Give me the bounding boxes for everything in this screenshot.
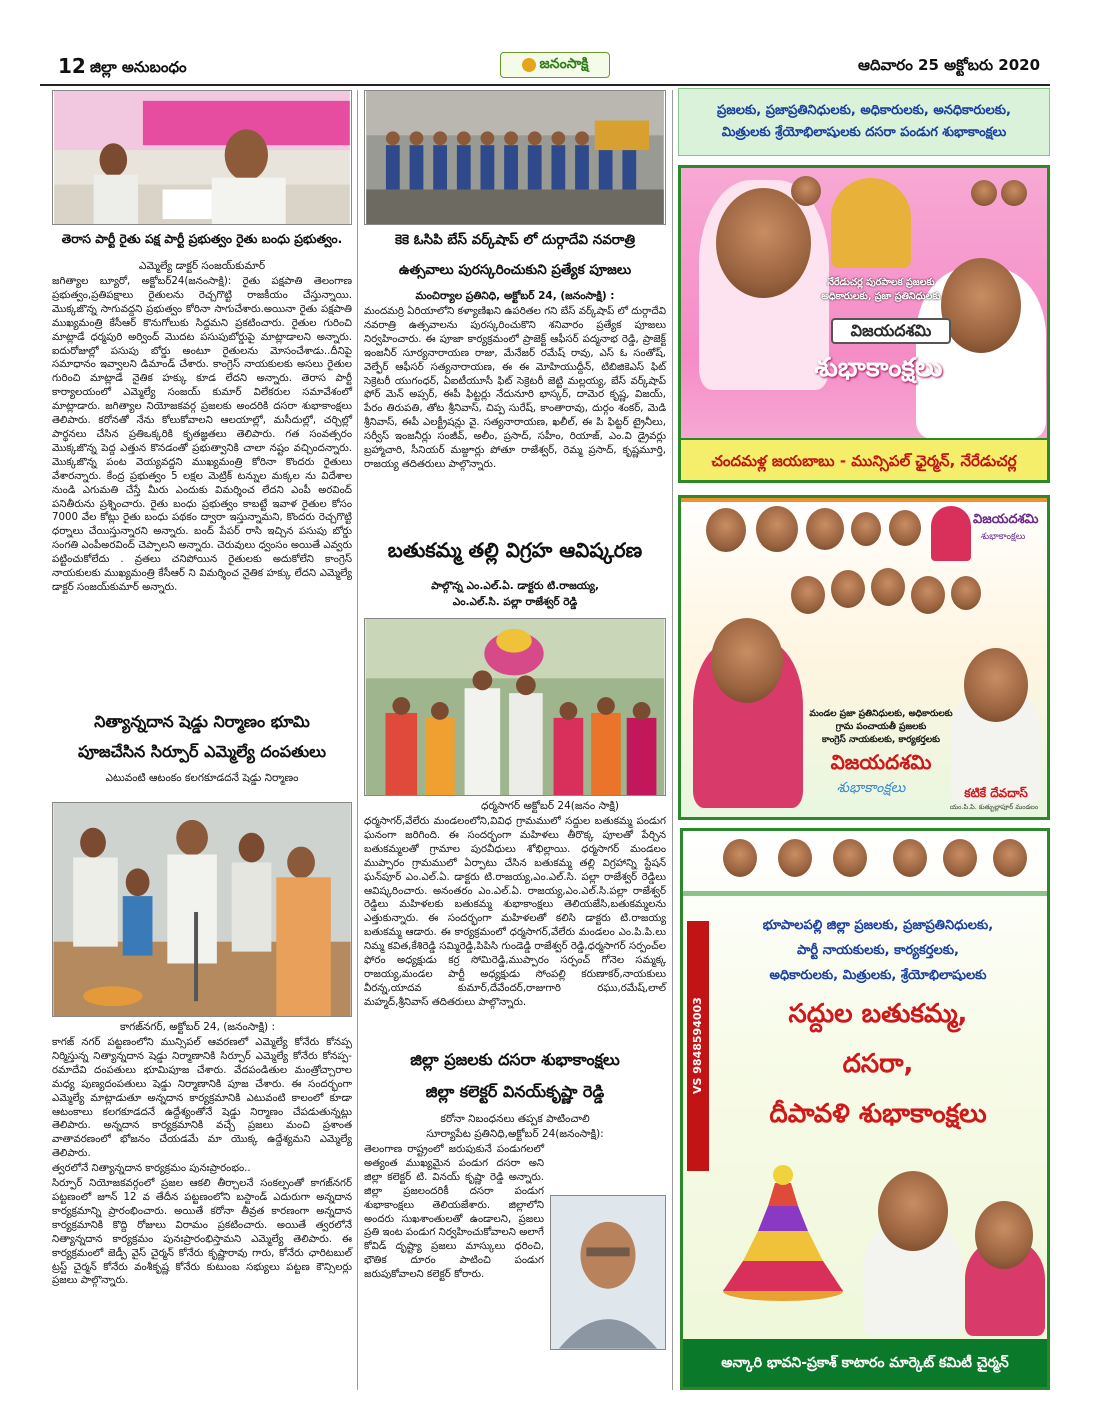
ad2-subtitle: శుభాకాంక్షలు	[836, 780, 906, 796]
photo-press-meet-image	[53, 91, 351, 224]
article1-headline: తెరాస పార్టీ రైతు పక్ష పార్టీ ప్రభుత్వం రైతు బంధు ప్రభుత్వం.	[61, 232, 343, 246]
article3-dateline: మంచిర్యాల ప్రతినిధి, అక్టోబర్ 24, (జనంసాక్షి) :	[415, 290, 615, 302]
ad1-address	[811, 276, 951, 304]
article1-subhead: ఎమ్మెల్యే డాక్టర్ సంజయ్‌కుమార్	[138, 260, 266, 272]
photo-durga-pooja	[364, 90, 666, 225]
ad3-big-2: దసరా,	[842, 1049, 914, 1079]
ad-vijayadashami-1	[678, 165, 1050, 483]
ad2-face-right	[964, 648, 1028, 722]
ad2-address-line-2: గ్రామ పంచాయతీ ప్రజలకు	[835, 722, 927, 732]
article2-headline-1: నిత్యాన్నదాన షెడ్డు నిర్మాణం భూమి	[94, 712, 310, 731]
photo-press-meet	[52, 90, 352, 225]
ad3-face-man	[878, 1171, 948, 1251]
article4-subhead-2: ఎం.ఎల్.సి. పల్లా రాజేశ్వర్ రెడ్డి	[452, 596, 578, 608]
ad2-face	[911, 576, 945, 614]
article4-dateline: ధర్మసాగర్ అక్టోబర్ 24(జనం సాక్షి)	[481, 800, 619, 812]
article5-paragraph: తెలంగాణ రాష్ట్రంలో జరుపుకునే పండుగలలో అత్యంత ముఖ్యమైన పండుగ దసరా అని జిల్లా కలెక్టర్ టి. వినయ్ కృష్ణా రెడ్డి అన్నారు. జిల్లా ప్రజలందరికీ దసరా పండుగ శుభాకాంక్షలు తెలియజేశారు. జిల్లాలోని అందరు సుఖశాంతులతో ఉండాలని, ప్రజలు ప్రతి ఇంట పండుగ నిర్వహించుకోవాలని అలాగే కోవిడ్ దృష్ట్యా ప్రజలు మాస్కులు ధరించి, భౌతిక దూరం పాటించి పండుగ జరుపుకోవాలని కలెక్టర్ కోరారు.	[364, 1144, 544, 1281]
ad3-side-code: VS 9848594003	[687, 921, 709, 1171]
ad3-big-1: సద్దుల బతుకమ్మ,	[788, 999, 968, 1029]
article3-headline-2: ఉత్సవాలు పురస్కరించుకుని ప్రత్యేక పూజలు	[398, 262, 632, 278]
greeting-line-2: మిత్రులకు శ్రేయోభిలాషులకు దసరా పండుగ శుభాకాంక్షలు	[721, 125, 1007, 140]
ad2-corner-sub: శుభాకాంక్షలు	[981, 532, 1026, 542]
ad2-face	[791, 576, 825, 614]
page-number: 12	[58, 54, 86, 78]
ad3-face	[723, 839, 757, 877]
article3-headline-1: కెకె ఓసిపి బేస్ వర్క్‌షాప్ లో దుర్గాదేవి నవరాత్రి	[394, 232, 636, 248]
article4-subhead-1: పాల్గొన్న ఎం.ఎల్.ఏ. డాక్టరు టి.రాజయ్య,	[431, 580, 599, 592]
article3-paragraph: మందమర్రి ఏరియాలోని కళ్యాణిఖని ఉపరితల గని బేస్ వర్క్‌షాప్ లో దుర్గాదేవి నవరాత్రి ఉత్సవాలను పురస్కరించుకొని శనివారం ప్రత్యేక పూజలు నిర్వహించారు. ఈ పూజా కార్యక్రమంలో ప్రాజెక్ట్ ఆఫీసర్ పద్మనాభ రెడ్డి, ప్రాజెక్ట్ ఇంజనీర్ సూర్యనారాయణ రాజు, మేనేజర్ రమేష్ రావు, ఎస్ ఓ సంతోష్, వెల్ఫేర్ ఆఫీసర్ సత్యనారాయణ, ఈ ఈ మోహియుద్దీన్, టిబిజికెఎస్ ఫిట్ సెక్రెటరీ యుగంధర్, ఏఐటీయూసీ ఫిట్ సెక్రెటరీ జెట్టి మల్లయ్య, బేస్ వర్క్‌షాప్ ఫోర్ మెన్ అప్సర్, ఈపీ ఫిట్టర్లు నేదునూరి భాస్కర్, దామెర కృష్ణ, విజయ్, పేరం తిరుపతి, తోట శ్రీనివాస్, చిప్ప సురేష్, కాంతారావు, దుర్గం శంకర్, మెడి శ్రీనివాస్, ఈపీ ఎలక్ట్రీషన్లు వై. సత్యనారాయణ, ఖలీల్, ఈ పి ఫిట్టర్ ట్రైనీలు, సర్వీస్ ఇంజనీర్లు సంజీవ్, అలీం, ప్రసాద్, సహీం, రియాజ్, ఎం.వి డ్రైవర్లు బ్రహ్మాచారి, సీనియర్ మజ్దూర్లు పోతూ రాజేశ్వర్, రెమ్మ ప్రసాద్, కృష్ణమూర్తి, రాజయ్య తదితరులు పాల్గొన్నారు.	[364, 306, 666, 470]
ad2-face	[831, 570, 865, 608]
article5-body	[364, 1143, 544, 1403]
masthead-text: జనంసాక్షి	[539, 55, 589, 72]
photo-durga-pooja-image	[365, 91, 665, 224]
ad3-big-3: దీపావళి శుభాకాంక్షలు	[769, 1099, 987, 1129]
ad2-face	[756, 506, 798, 552]
issue-date: ఆదివారం 25 అక్టోబరు 2020	[858, 56, 1040, 74]
ad2-name: కటికే దేవదాస్	[964, 786, 1028, 800]
ad2-top-stripe	[681, 498, 1047, 502]
article2-paragraph: కాగజ్ నగర్ పట్టణంలోని మున్సిపల్ ఆవరణలో ఎమ్మెల్యే కోనేరు కోనప్ప నిర్మిస్తున్న నిత్యాన్నదాన షెడ్డు నిర్మాణానికి సిర్పూర్ ఎమ్మెల్యే కోనేరు కోనప్ప-రమాదేవి దంపతులు భూమిపూజ చేశారు. వేదపండితుల మంత్రోచ్చారాల మధ్య పుణ్యదంపతులు షెడ్డు నిర్మాణానికి పూజ చేశారు. ఈ సందర్భంగా ఎమ్మెల్యే మాట్లాడుతూ అన్నదాన కార్యక్రమానికి ఎటువంటి కాలంలో కూడా ఆటంకాలు కలగకూడదనే ఉద్దేశ్యంతోనే షెడ్డు నిర్మాణం చేపడుతున్నట్లు తెలిపారు. అన్నదాన కార్యక్రమానికి వచ్చే ప్రజలు మంచి ప్రశాంత వాతావరణంలో భోజనం చేయడమే మా యొక్క ఉద్దేశ్యమని ఎమ్మెల్యే తెలిపారు.	[52, 1037, 352, 1160]
ad2-face	[951, 576, 981, 610]
ad1-footer: చందమళ్ల జయబాబు - మున్సిపల్ ఛైర్మన్, నేరేడుచర్ల	[681, 438, 1047, 480]
masthead-logo	[500, 52, 610, 78]
page-header	[40, 48, 1050, 86]
ad3-line-1: భూపాలపల్లి జిల్లా ప్రజలకు, ప్రజాప్రతినిధులకు,	[762, 918, 994, 933]
ad-vijayadashami-2	[678, 495, 1050, 820]
ad3-face	[993, 839, 1027, 877]
ad3-face	[778, 839, 812, 877]
ad3-face	[893, 839, 927, 877]
article2-subhead: ఎటువంటి ఆటంకం కలగకూడదనే షెడ్డు నిర్మాణం	[105, 772, 299, 784]
photo-bathukamma-image	[365, 619, 665, 795]
article2-dateline: కాగజ్‌నగర్, అక్టోబర్ 24, (జనంసాక్షి) :	[120, 1021, 276, 1033]
ad3-divider	[683, 891, 1047, 896]
ad2-title: విజయదశమి	[830, 750, 932, 774]
ad3-footer: అన్కారి భావని-ప్రకాశ్ కాటారం మార్కెట్ కమిటీ చైర్మన్	[683, 1339, 1047, 1387]
ad1-face-small	[1001, 180, 1027, 206]
ad2-face	[889, 510, 921, 546]
article3-body	[364, 305, 666, 530]
ad2-designation: యం.పి.పి. కుత్బుల్లాపూర్ మండలం	[949, 803, 1039, 811]
article1-body	[52, 275, 352, 705]
article4-headline: బతుకమ్మ తల్లి విగ్రహ ఆవిష్కరణ	[387, 538, 643, 562]
ad2-face	[851, 512, 881, 546]
ad1-face-small	[971, 180, 997, 206]
ad-festival-greetings	[680, 828, 1050, 1390]
ad3-face	[833, 839, 867, 877]
ad1-address-line-2: అధికారులకు, ప్రజా ప్రతినిధులకు	[821, 291, 941, 302]
article5-dateline: సూర్యాపేట ప్రతినిధి,అక్టోబర్ 24(జనంసాక్షి):	[426, 1128, 604, 1140]
logo-icon	[522, 58, 536, 72]
bathukamma-icon	[713, 1151, 853, 1301]
article2-headline-2: పూజచేసిన సిర్పూర్ ఎమ్మెల్యే దంపతులు	[77, 742, 327, 761]
ad3-line-2: పార్టీ నాయకులకు, కార్యకర్తలకు,	[797, 943, 959, 958]
article5-headline-1: జిల్లా ప్రజలకు దసరా శుభాకాంక్షలు	[410, 1050, 620, 1069]
column-divider	[672, 90, 673, 1390]
article2-subheading: త్వరలోనే నిత్యాన్నదాన కార్యక్రమం పునఃప్రారంభం..	[52, 1163, 251, 1175]
ad3-face	[943, 839, 977, 877]
ad3-line-3: అధికారులకు, మిత్రులకు, శ్రేయోభిలాషులకు	[769, 968, 987, 983]
ad1-face-small	[791, 176, 821, 206]
ad1-face-right	[941, 258, 1021, 353]
article4-body	[364, 815, 666, 1040]
ad2-address-line-3: కాంగ్రెస్ నాయకులకు, కార్యకర్తలకు	[822, 735, 940, 745]
photo-bhoomi-pooja	[52, 802, 352, 1017]
ad2-face-left	[711, 618, 783, 703]
ad2-face	[871, 568, 905, 606]
ad1-title-1: విజయదశమి	[831, 318, 951, 344]
greeting-banner	[678, 88, 1050, 156]
column-divider	[357, 90, 358, 1390]
ad2-corner-title: విజయదశమి	[973, 512, 1039, 527]
photo-collector-image	[551, 1196, 665, 1349]
ad3-address	[713, 913, 1043, 988]
ad3-face-woman	[975, 1201, 1033, 1269]
photo-bathukamma	[364, 618, 666, 796]
article4-paragraph: ధర్మసాగర్,వేలేరు మండలంలోని,వివిధ గ్రామములో సద్దుల బతుకమ్మ పండుగ ఘనంగా జరిగింది. ఈ సందర్భంగా మహిళలు తీరొక్క పూలతో పేర్చిన బతుకమ్మలతో గ్రామాల పురవీధులు శోభిల్లాయి. ధర్మసాగర్ మండలం ముప్పారం గ్రామములో ఏర్పాటు చేసిన బతుకమ్మ తల్లి విగ్రహాన్ని స్టేషన్ ఘన్‌పూర్ ఎం.ఎల్.ఏ. డాక్టరు టి.రాజయ్య,ఎం.ఎల్.సి. పల్లా రాజేశ్వర్ రెడ్డిలు ఆవిష్కరించారు. అనంతరం ఎం.ఎల్.ఏ. రాజయ్య,ఎం.ఎల్.సి.పల్లా రాజేశ్వర్ రెడ్డిలు మహిళలకు బతుకమ్మ శుభాకాంక్షలు తెలియజేసి,బతుకమ్మలను ఎత్తుకున్నారు. ఈ సందర్భంగా మహిళలతో కలిసి డాక్టరు టి.రాజయ్య బతుకమ్మ ఆడారు. ఈ కార్యక్రమంలో ధర్మసాగర్,వేలేరు మండలం ఎం.పి.పి.లు నిమ్మ కవిత,కేశిరెడ్డి సమ్మిరెడ్డి,పిపిసి గుండెడ్డి రాజేశ్వర్ రెడ్డి,ధర్మసాగర్ సర్పంచ్‌ల ఫోరం అధ్యక్షుడు కర్ర సోమిరెడ్డి,ముప్పారం సర్పంచ్ గోనెల సమ్మక్క రాజయ్య,మండల పార్టీ అధ్యక్షుడు సోంపల్లి కరుణాకర్,నాయకులు వీరన్న,యాదవ కుమార్,దేవేందర్,రాజుగారి రఘు,రమేష్,లాల్ మహ్మద్,శ్రీనివాస్ తదితరులు పాల్గొన్నారు.	[364, 816, 666, 1008]
greeting-line-1: ప్రజలకు, ప్రజాప్రతినిధులకు, అధికారులకు, అనధికారులకు,	[717, 103, 1011, 118]
photo-bhoomi-pooja-image	[53, 803, 351, 1016]
article5-subhead: కరోనా నిబంధనలు తప్పక పాటించాలి	[440, 1113, 590, 1125]
ad2-address	[801, 708, 961, 747]
ad1-title-2: శుభాకాంక్షలు	[814, 353, 943, 383]
article2-paragraph: సిర్పూర్ నియోజకవర్గంలో ప్రజల ఆకలి తీర్చాలనే సంకల్పంతో కాగజ్‌నగర్ పట్టణంలో జూన్ 12 వ తేదీన పట్టణంలోని బస్టాండ్ ఎదురుగా అన్నదాన కార్యక్రమాన్ని ప్రారంభించారు. అయితే కరోనా తీవ్రత కారణంగా అన్నదాన కార్యక్రమానికి కొద్ది రోజులు విరామం ప్రకటించారు. అయితే త్వరలోనే నిత్యాన్నదాన కార్యక్రమం పునఃప్రారంభిస్తామని ఎమ్మెల్యే తెలిపారు. ఈ కార్యక్రమంలో జెడ్పీ వైస్ చైర్మన్ కోనేరు కృష్ణారావు గారు, కోనేరు ఛారిటబుల్ ట్రస్ట్ చైర్మన్ కోనేరు వంశీకృష్ణ కోనేరు కుటుంబ సభ్యులు పట్టణ కౌన్సిలర్లు ప్రజలు పాల్గొన్నారు.	[52, 1178, 352, 1287]
goddess-icon	[831, 178, 911, 268]
article2-body	[52, 1036, 352, 1396]
ad2-face	[706, 508, 746, 552]
goddess-icon	[931, 506, 971, 561]
photo-collector	[550, 1195, 666, 1350]
article5-headline-2: జిల్లా కలెక్టర్ వినయ్‌కృష్ణా రెడ్డి	[425, 1082, 605, 1101]
ad2-face	[806, 508, 844, 550]
ad2-address-line-1: మండల ప్రజా ప్రతినిధులకు, అధికారులకు	[809, 709, 953, 719]
ad1-address-line-1: నేరేడుచర్ల పురపాలక ప్రజలకు	[827, 277, 935, 288]
article1-paragraph: జగిత్యాల బ్యూరో, అక్టోబర్24(జనంసాక్షి): రైతు పక్షపాతి తెలంగాణ ప్రభుత్వం,ప్రతిపక్షాలు రైతులను రెచ్చగొట్టి రాజకీయం చేస్తున్నాయి. మొక్కజొన్న సాగువద్దని ప్రభుత్వం కోరినా సాగుచేశారు.అయినా రైతు పక్షపాతి ముఖ్యమంత్రి కేసీఆర్ కొనుగోలుకు సిద్దమని ప్రకటించారు. రైతుల గురించి మాట్లాడే ధర్మపురి అర్వింద్ మొదట పసుపుబోర్డుపై మాట్లాడాలని అన్నారు. ఐదురోజుల్లో పసుపు బోర్డు అంటూ రైతులను మోసంచేశాడు..దీనిపై సమాధానం ఇవ్వాలని డిమాండ్ చేశారు. కాంగ్రెస్ నాయకులకు అసలు రైతుల గురించి మాట్లాడే నైతిక హక్కు కూడ లేదని అన్నారు. తెరాస పార్టీ కార్యాలయంలో ఎమ్మెల్యే సంజయ్ కుమార్ విలేకరుల సమావేశంలో మాట్లాడారు. జగిత్యాల నియోజకవర్గ ప్రజలకు అందరికి దసరా శుభాకాంక్షలు తెలిపారు. కరోనతో నేను కోలుకోవాలని ఆలయాల్లో, మసీదుల్లో, చర్చిల్లో పార్థనలు చేసిన ప్రతిఒక్కరికి కృతజ్ఞతలు తెలిపారు. గత సంవత్సరం మొక్కజొన్న పెద్ద ఎత్తున కొనడంతో ప్రభుత్వానికి చాలా నష్టం వచ్చిందన్నారు. మొక్కజొన్న పంట వెయ్యవద్దని ముఖ్యమంత్రి కోరినా కొందరు రైతులు వేశారన్నారు. కేంద్ర ప్రభుత్వం 5 లక్షల మెట్రిక్ టన్నుల మక్కల ను విదేశాల నుండి ఎగుమతి చేస్తే మీరు ఎందుకు విమర్శించ లేదని ఎంపీ అరవింద్ పనితీరును ప్రశ్నించారు. రైతు బంధు ప్రభుత్వం కాబట్టే ఇవాళ రైతుల కోసం 7000 వేల కోట్లు రైతు బంధు పథకం ద్వారా ఇస్తున్నామని, కొందరు రెచ్చగొట్టి ధర్నాలు చేయిస్తున్నారని అన్నారు. బంద్ పేపర్ రాసి ఇచ్చిన పసుపు బోర్డు సంగతి ఎంపీఅరవింద్ చెప్పాలని అన్నారు. చెరువులు ధ్వంసం అయితే ఎవ్వరు పట్టించుకోలేదు . వ్రతలు చనిపోయిన రైతులకు అదుకోలేని కాంగ్రెస్ నాయకులకు ముఖ్యమంత్రి కేసీఆర్ ని విమర్శించ నైతిక హక్కు లేదని ఎమ్మెల్యే డాక్టర్ సంజయ్‌కుమార్ అన్నారు.	[52, 276, 352, 593]
section-title: జిల్లా అనుబంధం	[90, 58, 187, 76]
ad1-face-left	[716, 188, 811, 298]
